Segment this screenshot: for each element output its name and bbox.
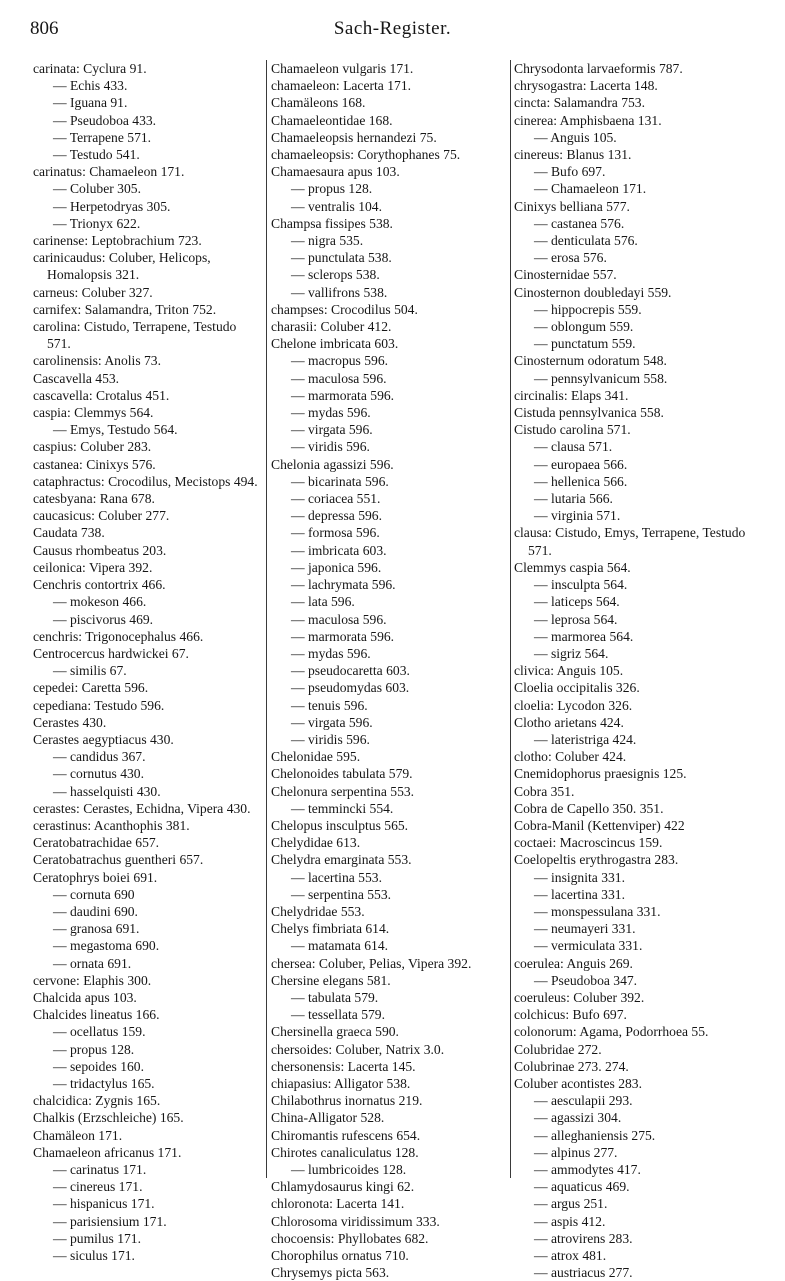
index-entry: — leprosa 564. <box>534 611 618 627</box>
index-entry: Chrysemys picta 563. <box>271 1265 390 1281</box>
index-entry: cerastes: Cerastes, Echidna, Vipera 430. <box>33 800 251 816</box>
index-entry: — lachrymata 596. <box>291 577 396 593</box>
index-entry: Centrocercus hardwickei 67. <box>33 645 189 661</box>
index-entry: — marmorata 596. <box>291 628 395 644</box>
index-entry: Cinosternon doubledayi 559. <box>514 284 672 300</box>
index-entry: Clemmys caspia 564. <box>514 559 631 575</box>
index-entry: Cobra 351. <box>514 783 575 799</box>
index-entry: carinata: Cyclura 91. <box>33 61 147 76</box>
index-entry: — castanea 576. <box>534 215 625 231</box>
index-entry: carolinensis: Anolis 73. <box>33 353 161 369</box>
index-entry: ceilonica: Vipera 392. <box>33 559 153 575</box>
index-entry: carolina: Cistudo, Terrapene, Testudo 571. <box>33 319 237 352</box>
index-entry: Cinixys belliana 577. <box>514 198 630 214</box>
index-entry: — hasselquisti 430. <box>53 783 161 799</box>
index-entry: — macropus 596. <box>291 353 389 369</box>
index-entry: — virginia 571. <box>534 508 621 524</box>
index-entry: Chamäleons 168. <box>271 95 366 111</box>
index-entry: — maculosa 596. <box>291 611 387 627</box>
index-entry: — siculus 171. <box>53 1248 135 1264</box>
index-entry: Cascavella 453. <box>33 370 120 386</box>
index-entry: — cinereus 171. <box>53 1179 143 1195</box>
index-entry: — vermiculata 331. <box>534 938 643 954</box>
index-entry: cloelia: Lycodon 326. <box>514 697 633 713</box>
index-entry: — lumbricoides 128. <box>291 1162 407 1177</box>
index-entry: Chelydidae 613. <box>271 835 361 851</box>
index-entry: — Iguana 91. <box>53 95 128 111</box>
index-entry: — clausa 571. <box>534 439 613 455</box>
index-entry: — lateristriga 424. <box>534 731 637 747</box>
index-entry: — mokeson 466. <box>53 594 147 610</box>
index-entry: Cnemidophorus praesignis 125. <box>514 766 687 782</box>
index-entry: — mydas 596. <box>291 405 371 421</box>
index-entry: Cinosternum odoratum 548. <box>514 353 667 369</box>
column-rule <box>510 60 511 1178</box>
index-entry: Chamäleon 171. <box>33 1127 123 1143</box>
index-entry: cinerea: Amphisbaena 131. <box>514 112 662 128</box>
index-entry: — punctatum 559. <box>534 336 636 352</box>
index-entry: Chirotes canaliculatus 128. <box>271 1144 419 1160</box>
index-entry: cepedei: Caretta 596. <box>33 680 149 696</box>
index-entry: colonorum: Agama, Podorrhoea 55. <box>514 1024 709 1040</box>
index-entry: — Emys, Testudo 564. <box>53 422 178 438</box>
index-entry: — hellenica 566. <box>534 473 628 489</box>
index-entry: Chelonoides tabulata 579. <box>271 766 413 782</box>
index-entry: — atrox 481. <box>534 1248 607 1264</box>
index-entry: Chamaeleontidae 168. <box>271 112 393 128</box>
index-entry: clotho: Coluber 424. <box>514 749 627 765</box>
index-entry: catesbyana: Rana 678. <box>33 491 155 507</box>
index-entry: — coriacea 551. <box>291 491 381 507</box>
index-entry: — tabulata 579. <box>291 989 379 1005</box>
index-entry: circinalis: Elaps 341. <box>514 387 629 403</box>
index-entry: caspius: Coluber 283. <box>33 439 152 455</box>
index-entry: Chorophilus ornatus 710. <box>271 1248 409 1264</box>
index-entry: colchicus: Bufo 697. <box>514 1007 627 1023</box>
index-entry: Chelonidae 595. <box>271 749 361 765</box>
index-entry: carinatus: Chamaeleon 171. <box>33 164 185 180</box>
index-entry: — Trionyx 622. <box>53 215 141 231</box>
index-entry: — sepoides 160. <box>53 1058 144 1074</box>
index-entry: Coluber acontistes 283. <box>514 1075 642 1091</box>
index-entry: Chalcida apus 103. <box>33 989 137 1005</box>
index-entry: — viridis 596. <box>291 439 370 455</box>
index-entry: Chilabothrus inornatus 219. <box>271 1093 423 1109</box>
index-entry: chersoides: Coluber, Natrix 3.0. <box>271 1041 445 1057</box>
index-entry: — virgata 596. <box>291 714 373 730</box>
index-entry: — marmorata 596. <box>291 387 395 403</box>
index-entry: — tenuis 596. <box>291 697 368 713</box>
index-entry: — Testudo 541. <box>53 147 140 163</box>
index-entry: — Herpetodryas 305. <box>53 198 171 214</box>
index-entry: Chelys fimbriata 614. <box>271 921 390 937</box>
index-entry: Ceratobatrachidae 657. <box>33 835 160 851</box>
index-entry: — monspessulana 331. <box>534 903 661 919</box>
index-entry: — laticeps 564. <box>534 594 620 610</box>
index-entry: caucasicus: Coluber 277. <box>33 508 170 524</box>
index-entry: carinicaudus: Coluber, Helicops, Homalopsis 321. <box>33 250 211 283</box>
index-entry: — virgata 596. <box>291 422 373 438</box>
index-entry: — austriacus 277. <box>534 1265 633 1281</box>
index-entry: chloronota: Lacerta 141. <box>271 1196 405 1212</box>
index-entry: Cinosternidae 557. <box>514 267 617 283</box>
index-entry: — candidus 367. <box>53 749 146 765</box>
index-entry: cincta: Salamandra 753. <box>514 95 645 111</box>
index-entry: chamaeleon: Lacerta 171. <box>271 78 412 94</box>
index-entry: — sclerops 538. <box>291 267 380 283</box>
index-entry: chrysogastra: Lacerta 148. <box>514 78 658 94</box>
index-entry: — megastoma 690. <box>53 938 160 954</box>
index-entry: — Coluber 305. <box>53 181 141 197</box>
index-entry: — lata 596. <box>291 594 355 610</box>
index-entry: cepediana: Testudo 596. <box>33 697 165 713</box>
index-entry: — Echis 433. <box>53 78 128 94</box>
index-entry: — alpinus 277. <box>534 1144 618 1160</box>
index-entry: Chalkis (Erzschleiche) 165. <box>33 1110 184 1126</box>
index-entry: — aspis 412. <box>534 1213 606 1229</box>
index-entry: Chlamydosaurus kingi 62. <box>271 1179 415 1195</box>
index-entry: — marmorea 564. <box>534 628 634 644</box>
index-entry: — matamata 614. <box>291 938 389 954</box>
index-entry: — formosa 596. <box>291 525 380 541</box>
index-entry: Chersinella graeca 590. <box>271 1024 399 1040</box>
index-entry: Ceratophrys boiei 691. <box>33 869 158 885</box>
index-entry: — Chamaeleon 171. <box>534 181 647 197</box>
index-entry: — hippocrepis 559. <box>534 301 642 317</box>
index-entry: — daudini 690. <box>53 903 138 919</box>
index-entry: Chamaesaura apus 103. <box>271 164 400 180</box>
index-entry: — Pseudoboa 433. <box>53 112 157 128</box>
index-entry: Champsa fissipes 538. <box>271 215 393 231</box>
index-entry: chersea: Coluber, Pelias, Vipera 392. <box>271 955 472 971</box>
index-entry: Cobra de Capello 350. 351. <box>514 800 664 816</box>
index-entry: castanea: Cinixys 576. <box>33 456 156 472</box>
index-entry: China-Alligator 528. <box>271 1110 385 1126</box>
index-entry: coctaei: Macroscincus 159. <box>514 835 663 851</box>
index-entry: — Bufo 697. <box>534 164 606 180</box>
index-entry: — parisiensium 171. <box>53 1213 167 1229</box>
index-column-right <box>514 60 754 1281</box>
index-entry: Ceratobatrachus guentheri 657. <box>33 852 204 868</box>
column-rule <box>266 60 267 1178</box>
index-entry: cataphractus: Crocodilus, Mecistops 494. <box>33 473 258 489</box>
index-entry: Chelydridae 553. <box>271 903 365 919</box>
index-entry: chersonensis: Lacerta 145. <box>271 1058 416 1074</box>
index-entry: Chalcides lineatus 166. <box>33 1007 160 1023</box>
index-entry: cervone: Elaphis 300. <box>33 972 152 988</box>
index-entry: — japonica 596. <box>291 559 382 575</box>
index-entry: — Anguis 105. <box>534 129 617 145</box>
index-entry: — serpentina 553. <box>291 886 392 902</box>
index-entry: cenchris: Trigonocephalus 466. <box>33 628 204 644</box>
index-entry: — cornuta 690 <box>53 886 135 902</box>
index-entry: Chlorosoma viridissimum 333. <box>271 1213 440 1229</box>
index-entry: — alleghaniensis 275. <box>534 1127 656 1143</box>
index-column-middle <box>271 60 507 1281</box>
index-entry: — aquaticus 469. <box>534 1179 630 1195</box>
index-entry: — carinatus 171. <box>53 1162 147 1177</box>
index-entry: — atrovirens 283. <box>534 1230 633 1246</box>
index-entry: Chiromantis rufescens 654. <box>271 1127 421 1143</box>
index-entry: cerastinus: Acanthophis 381. <box>33 817 190 833</box>
running-head <box>30 14 755 44</box>
index-entry: — insignita 331. <box>534 869 626 885</box>
index-entry: carneus: Coluber 327. <box>33 284 153 300</box>
index-entry: — agassizi 304. <box>534 1110 622 1126</box>
index-entry: coeruleus: Coluber 392. <box>514 989 645 1005</box>
index-entry: Chamaeleon vulgaris 171. <box>271 61 414 76</box>
index-entry: clivica: Anguis 105. <box>514 663 624 679</box>
index-entry: — pseudomydas 603. <box>291 680 410 696</box>
index-entry: — piscivorus 469. <box>53 611 154 627</box>
index-entry: — tridactylus 165. <box>53 1075 155 1091</box>
index-entry: Chamaeleopsis hernandezi 75. <box>271 129 437 145</box>
index-entry: — neumayeri 331. <box>534 921 636 937</box>
running-title: Sach-Register. <box>333 18 452 39</box>
index-entry: champses: Crocodilus 504. <box>271 301 418 317</box>
index-entry: — argus 251. <box>534 1196 608 1212</box>
index-entry: — nigra 535. <box>291 233 364 249</box>
index-entry: chiapasius: Alligator 538. <box>271 1075 411 1091</box>
index-entry: — pennsylvanicum 558. <box>534 370 668 386</box>
index-entry: Colubrinae 273. 274. <box>514 1058 629 1074</box>
index-entry: — mydas 596. <box>291 645 371 661</box>
index-entry: — europaea 566. <box>534 456 628 472</box>
index-entry: — lutaria 566. <box>534 491 613 507</box>
index-entry: Cenchris contortrix 466. <box>33 577 166 593</box>
index-entry: chocoensis: Phyllobates 682. <box>271 1230 429 1246</box>
index-entry: — propus 128. <box>53 1041 135 1057</box>
index-entry: Chamaeleon africanus 171. <box>33 1144 182 1160</box>
index-entry: — ammodytes 417. <box>534 1162 641 1177</box>
index-entry: Caudata 738. <box>33 525 105 541</box>
index-entry: — Terrapene 571. <box>53 129 152 145</box>
index-entry: cascavella: Crotalus 451. <box>33 387 170 403</box>
index-entry: — oblongum 559. <box>534 319 634 335</box>
index-entry: — denticulata 576. <box>534 233 638 249</box>
index-entry: — punctulata 538. <box>291 250 392 266</box>
index-entry: Cistuda pennsylvanica 558. <box>514 405 664 421</box>
index-entry: — granosa 691. <box>53 921 140 937</box>
index-entry: — imbricata 603. <box>291 542 387 558</box>
index-entry: — erosa 576. <box>534 250 607 266</box>
index-entry: — ventralis 104. <box>291 198 382 214</box>
index-entry: — temmincki 554. <box>291 800 394 816</box>
index-entry: — maculosa 596. <box>291 370 387 386</box>
index-entry: Cloelia occipitalis 326. <box>514 680 640 696</box>
index-entry: — insculpta 564. <box>534 577 628 593</box>
index-entry: — lacertina 553. <box>291 869 382 885</box>
index-column-left <box>33 60 263 1264</box>
index-entry: cinereus: Blanus 131. <box>514 147 632 163</box>
index-entry: — similis 67. <box>53 663 127 679</box>
index-entry: Cerastes aegyptiacus 430. <box>33 731 174 747</box>
index-entry: Cistudo carolina 571. <box>514 422 631 438</box>
index-entry: Chelonia agassizi 596. <box>271 456 394 472</box>
index-entry: — depressa 596. <box>291 508 382 524</box>
index-entry: Chelonura serpentina 553. <box>271 783 415 799</box>
index-entry: clausa: Cistudo, Emys, Terrapene, Testudo 571. <box>514 525 746 558</box>
index-entry: Chrysodonta larvaeformis 787. <box>514 61 683 76</box>
index-entry: Chelone imbricata 603. <box>271 336 399 352</box>
index-entry: Cobra-Manil (Kettenviper) 422 <box>514 817 685 833</box>
index-entry: — ornata 691. <box>53 955 132 971</box>
index-entry: — lacertina 331. <box>534 886 625 902</box>
index-entry: — propus 128. <box>291 181 373 197</box>
index-entry: — sigriz 564. <box>534 645 609 661</box>
index-entry: — cornutus 430. <box>53 766 144 782</box>
index-entry: Chersine elegans 581. <box>271 972 391 988</box>
index-entry: Cerastes 430. <box>33 714 107 730</box>
index-entry: carnifex: Salamandra, Triton 752. <box>33 301 217 317</box>
index-entry: Clotho arietans 424. <box>514 714 624 730</box>
index-entry: — vallifrons 538. <box>291 284 388 300</box>
index-entry: caspia: Clemmys 564. <box>33 405 154 421</box>
index-entry: — ocellatus 159. <box>53 1024 146 1040</box>
index-entry: chamaeleopsis: Corythophanes 75. <box>271 147 461 163</box>
index-entry: chalcidica: Zygnis 165. <box>33 1093 161 1109</box>
index-entry: Chelopus insculptus 565. <box>271 817 409 833</box>
index-entry: charasii: Coluber 412. <box>271 319 392 335</box>
index-entry: — Pseudoboa 347. <box>534 972 638 988</box>
index-entry: Colubridae 272. <box>514 1041 602 1057</box>
index-entry: Coelopeltis erythrogastra 283. <box>514 852 679 868</box>
index-entry: — pseudocaretta 603. <box>291 663 410 679</box>
index-entry: — hispanicus 171. <box>53 1196 155 1212</box>
index-entry: — bicarinata 596. <box>291 473 389 489</box>
index-entry: carinense: Leptobrachium 723. <box>33 233 202 249</box>
index-entry: Causus rhombeatus 203. <box>33 542 167 558</box>
index-entry: Chelydra emarginata 553. <box>271 852 412 868</box>
index-entry: — aesculapii 293. <box>534 1093 633 1109</box>
index-entry: — pumilus 171. <box>53 1230 141 1246</box>
index-entry: — tessellata 579. <box>291 1007 386 1023</box>
page-number: 806 <box>30 18 59 39</box>
index-entry: — viridis 596. <box>291 731 370 747</box>
index-entry: coerulea: Anguis 269. <box>514 955 633 971</box>
